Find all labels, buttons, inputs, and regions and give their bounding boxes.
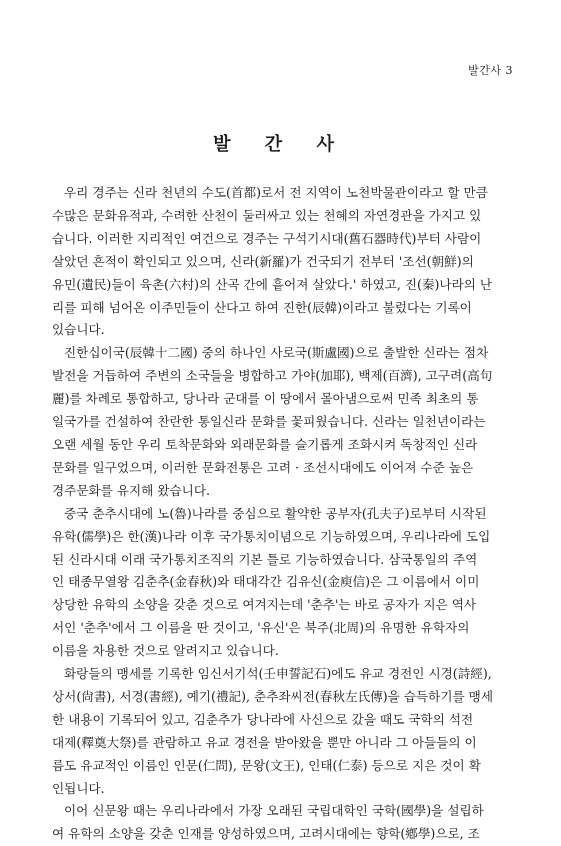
paragraph [52,800,509,846]
text-line: 상당한 유학의 소양을 갖춘 것으로 여겨지는데 '춘추'는 바로 공자가 지은 역사 [52,597,477,613]
text-line: 이름을 차용한 것으로 알려지고 있습니다. [52,643,279,659]
text-line: 麗)를 차례로 통합하고, 당나라 군대를 이 땅에서 몰아냄으로써 민족 최초의 통 [52,391,479,407]
text-line: 있습니다. [52,322,105,338]
text-line: 수많은 문화유적과, 수려한 산천이 둘러싸고 있는 천혜의 자연경관을 가지고 있 [52,207,482,223]
page-header: 발간사 3 [468,64,513,77]
text-line: 유민(遺民)들이 육촌(六村)의 산곡 간에 흩어져 살았다.' 하였고, 진(秦)나라의 난 [52,276,493,292]
text-line: 일국가를 건설하여 찬란한 통일신라 문화를 꽃피웠습니다. 신라는 일천년이라는 [52,414,486,430]
text-line: 여 유학의 소양을 갖춘 인재를 양성하였으며, 고려시대에는 향학(鄕學)으로, 조 [52,826,480,842]
text-line: 리를 피해 넘어온 이주민들이 산다고 하여 진한(辰韓)이라고 불렀다는 기록이 [52,299,472,315]
text-line: 된 신라시대 이래 국가통치조직의 기본 틀로 기능하였습니다. 삼국통일의 주역 [52,551,478,567]
paragraph [52,182,509,342]
text-line: 경주문화를 유지해 왔습니다. [52,482,210,498]
text-line: 우리 경주는 신라 천년의 수도(首都)로서 전 지역이 노천박물관이라고 할 만큼 [64,185,488,200]
page-title: 발 간 사 [213,134,348,155]
text-line: 름도 유교적인 이름인 인문(仁問), 문왕(文王), 인태(仁泰) 등으로 지은 것이 확 [52,757,481,773]
body-text [52,182,509,846]
paragraph [52,503,509,663]
text-line: 습니다. 이러한 지리적인 여건으로 경주는 구석기시대(舊石器時代)부터 사람이 [52,230,482,246]
text-line: 발전을 거듭하여 주변의 소국들을 병합하고 가야(加耶), 백제(百濟), 고구려(高句 [52,368,493,384]
paragraph [52,663,509,800]
text-line: 대제(釋奠大祭)를 관람하고 유교 경전을 받아왔을 뿐만 아니라 그 아들들의 이 [52,734,477,750]
text-line: 상서(尙書), 서경(書經), 예기(禮記), 춘추좌씨전(春秋左氏傳)을 습득하기를 맹세 [52,688,494,704]
text-line: 한 내용이 기록되어 있고, 김춘추가 당나라에 사신으로 갔을 때도 국학의 석전 [52,711,474,727]
text-line: 문화를 일구었으며, 이러한 문화전통은 고려 · 조선시대에도 이어져 수준 높은 [52,459,474,475]
text-line: 서인 '춘추'에서 그 이름을 딴 것이고, '유신'은 북주(北周)의 유명한 유학자의 [52,620,470,636]
text-line: 인 태종무열왕 김춘추(金春秋)와 태대각간 김유신(金庾信)은 그 이름에서 이미 [52,574,480,590]
paragraph [52,342,509,502]
text-line: 진한십이국(辰韓十二國) 중의 하나인 사로국(斯盧國)으로 출발한 신라는 점차 [64,345,489,361]
text-line: 화랑들의 맹세를 기록한 임신서기석(壬申誓記石)에도 유교 경전인 시경(詩經), [64,666,492,682]
text-line: 오랜 세월 동안 우리 토착문화와 외래문화를 슬기롭게 조화시켜 독창적인 신라 [52,436,478,452]
text-line: 이어 신문왕 때는 우리나라에서 가장 오래된 국립대학인 국학(國學)을 설립하 [64,803,484,819]
text-line: 살았던 흔적이 확인되고 있으며, 신라(新羅)가 건국되기 전부터 '조선(朝鮮)의 [52,253,474,269]
text-line: 인됩니다. [52,780,105,796]
text-line: 유학(儒學)은 한(漢)나라 이후 국가통치이념으로 기능하였으며, 우리나라에 도입 [52,528,491,544]
text-line: 중국 춘추시대에 노(魯)나라를 중심으로 활약한 공부자(孔夫子)로부터 시작된 [64,505,487,521]
